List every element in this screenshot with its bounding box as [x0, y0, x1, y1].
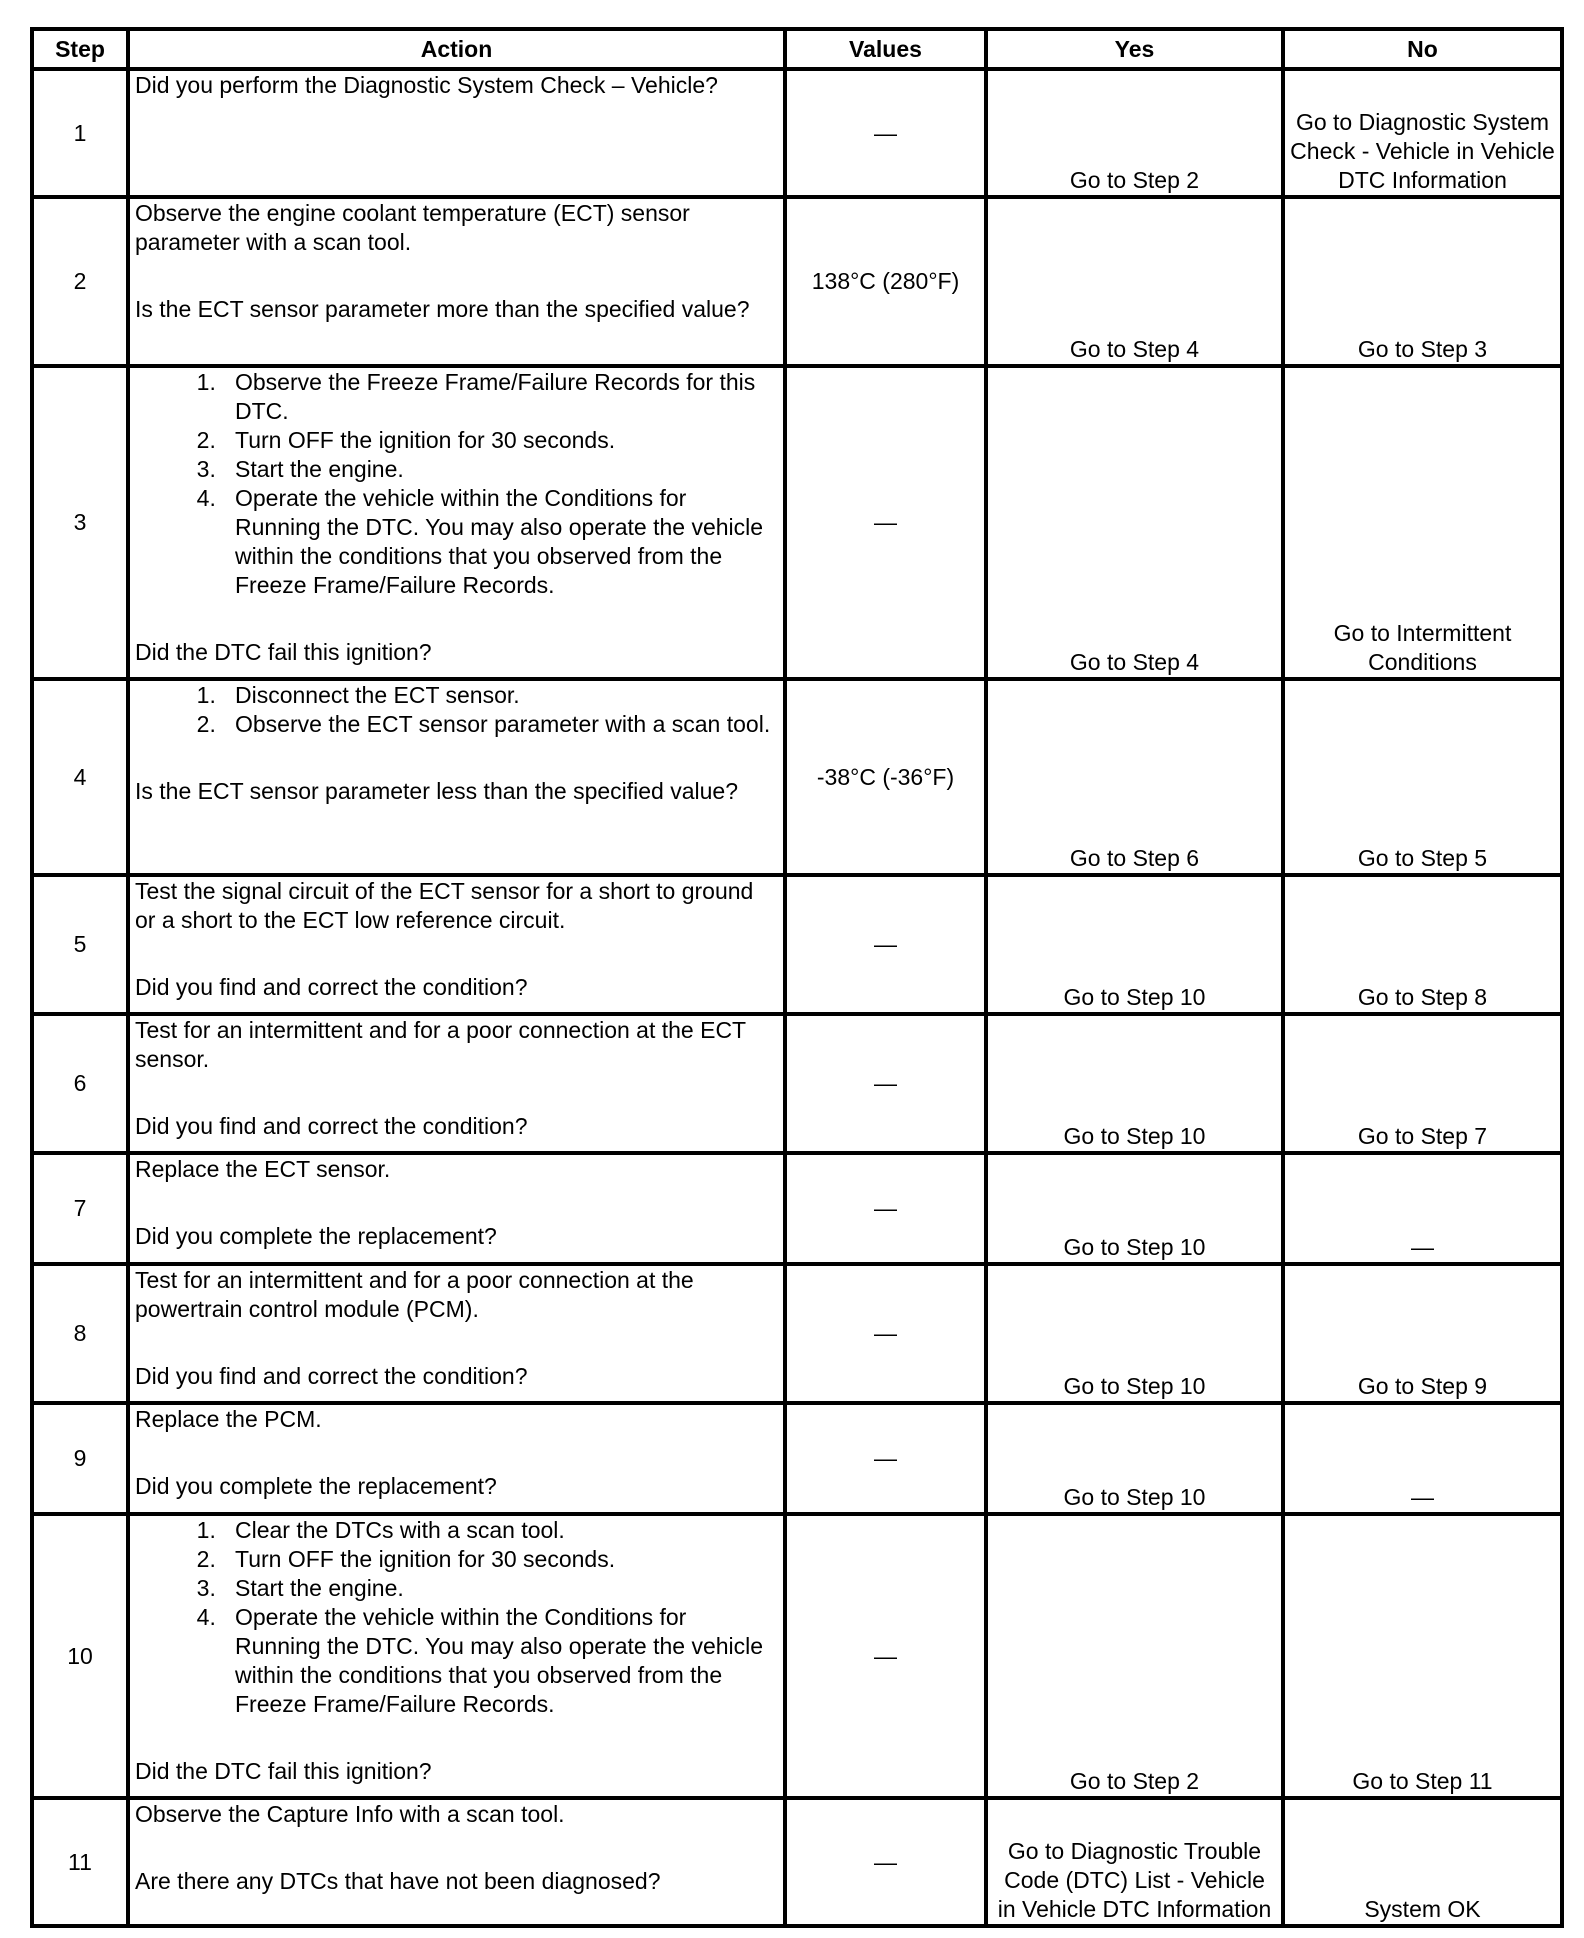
yes-cell: Go to Step 6: [986, 679, 1283, 875]
yes-cell: Go to Step 4: [986, 197, 1283, 366]
table-row: [32, 1403, 1562, 1514]
no-cell: System OK: [1283, 1798, 1562, 1926]
action-step-item: 1. Clear the DTCs with a scan tool.: [235, 1516, 778, 1545]
header-values: Values: [785, 29, 986, 69]
values-cell: -38°C (-36°F): [785, 679, 986, 875]
action-text: Test for an intermittent and for a poor connection at the ECT sensor.: [135, 1017, 746, 1072]
action-step-item: 4. Operate the vehicle within the Conditions for Running the DTC. You may also operate the vehicle within the conditions that you observed from the Freeze Frame/Failure Records.: [235, 484, 778, 600]
values-cell: —: [785, 1264, 986, 1403]
no-cell: Go to Diagnostic System Check - Vehicle in Vehicle DTC Information: [1283, 69, 1562, 197]
action-cell: [128, 197, 785, 366]
step-number: 9: [32, 1403, 128, 1514]
table-row: [32, 679, 1562, 875]
action-step-item: 4. Operate the vehicle within the Conditions for Running the DTC. You may also operate the vehicle within the conditions that you observed from the Freeze Frame/Failure Records.: [235, 1603, 778, 1719]
action-question: Did you find and correct the condition?: [135, 1363, 528, 1389]
action-cell: [128, 679, 785, 875]
yes-cell: Go to Step 10: [986, 875, 1283, 1014]
spacer: [135, 257, 778, 295]
action-text: Observe the engine coolant temperature (ECT) sensor parameter with a scan tool.: [135, 200, 690, 255]
header-action: Action: [128, 29, 785, 69]
no-cell: —: [1283, 1153, 1562, 1264]
action-cell: [128, 1403, 785, 1514]
table-row: [32, 69, 1562, 197]
values-cell: 138°C (280°F): [785, 197, 986, 366]
action-steps-list: [135, 1516, 778, 1719]
spacer: [135, 1074, 778, 1112]
action-question: Is the ECT sensor parameter less than the specified value?: [135, 778, 739, 804]
action-text: Replace the ECT sensor.: [135, 1156, 391, 1182]
table-row: [32, 1014, 1562, 1153]
table-row: [32, 1514, 1562, 1798]
action-question: Did you complete the replacement?: [135, 1223, 497, 1249]
header-no: No: [1283, 29, 1562, 69]
action-step-item: 1. Disconnect the ECT sensor.: [235, 681, 778, 710]
action-question: Did the DTC fail this ignition?: [135, 1758, 432, 1784]
yes-cell: Go to Step 10: [986, 1014, 1283, 1153]
yes-cell: Go to Step 10: [986, 1403, 1283, 1514]
step-number: 4: [32, 679, 128, 875]
action-steps-list: [135, 368, 778, 600]
step-number: 8: [32, 1264, 128, 1403]
values-cell: —: [785, 1153, 986, 1264]
action-text: Did you perform the Diagnostic System Check – Vehicle?: [135, 72, 718, 98]
values-cell: —: [785, 1403, 986, 1514]
step-number: 5: [32, 875, 128, 1014]
spacer: [135, 935, 778, 973]
action-question: Are there any DTCs that have not been diagnosed?: [135, 1868, 661, 1894]
action-cell: [128, 366, 785, 679]
header-yes: Yes: [986, 29, 1283, 69]
action-question: Is the ECT sensor parameter more than the specified value?: [135, 296, 750, 322]
spacer: [135, 1719, 778, 1757]
no-cell: Go to Intermittent Conditions: [1283, 366, 1562, 679]
action-cell: [128, 1014, 785, 1153]
action-step-item: 3. Start the engine.: [235, 455, 778, 484]
values-cell: —: [785, 1014, 986, 1153]
step-number: 10: [32, 1514, 128, 1798]
values-cell: —: [785, 875, 986, 1014]
action-cell: [128, 1264, 785, 1403]
yes-cell: Go to Step 4: [986, 366, 1283, 679]
spacer: [135, 1434, 778, 1472]
action-question: Did you find and correct the condition?: [135, 974, 528, 1000]
table-row: [32, 366, 1562, 679]
action-steps-list: [135, 681, 778, 739]
action-question: Did you find and correct the condition?: [135, 1113, 528, 1139]
header-row: [32, 29, 1562, 69]
action-text: Replace the PCM.: [135, 1406, 322, 1432]
action-cell: [128, 69, 785, 197]
table-body: [32, 69, 1562, 1926]
no-cell: —: [1283, 1403, 1562, 1514]
table-row: [32, 197, 1562, 366]
action-text: Observe the Capture Info with a scan tool.: [135, 1801, 565, 1827]
step-number: 3: [32, 366, 128, 679]
header-step: Step: [32, 29, 128, 69]
values-cell: —: [785, 1514, 986, 1798]
table-row: [32, 1153, 1562, 1264]
action-question: Did you complete the replacement?: [135, 1473, 497, 1499]
table-row: [32, 875, 1562, 1014]
action-cell: [128, 1514, 785, 1798]
yes-cell: Go to Diagnostic Trouble Code (DTC) List - Vehicle in Vehicle DTC Information: [986, 1798, 1283, 1926]
no-cell: Go to Step 7: [1283, 1014, 1562, 1153]
no-cell: Go to Step 3: [1283, 197, 1562, 366]
spacer: [135, 1184, 778, 1222]
values-cell: —: [785, 69, 986, 197]
action-text: Test the signal circuit of the ECT sensor for a short to ground or a short to the ECT low reference circuit.: [135, 878, 754, 933]
step-number: 7: [32, 1153, 128, 1264]
values-cell: —: [785, 1798, 986, 1926]
action-step-item: 2. Observe the ECT sensor parameter with a scan tool.: [235, 710, 778, 739]
spacer: [135, 1829, 778, 1867]
action-step-item: 3. Start the engine.: [235, 1574, 778, 1603]
step-number: 1: [32, 69, 128, 197]
no-cell: Go to Step 11: [1283, 1514, 1562, 1798]
yes-cell: Go to Step 2: [986, 1514, 1283, 1798]
spacer: [135, 1324, 778, 1362]
step-number: 11: [32, 1798, 128, 1926]
action-cell: [128, 1153, 785, 1264]
step-number: 2: [32, 197, 128, 366]
table-row: [32, 1264, 1562, 1403]
no-cell: Go to Step 5: [1283, 679, 1562, 875]
no-cell: Go to Step 8: [1283, 875, 1562, 1014]
yes-cell: Go to Step 10: [986, 1153, 1283, 1264]
yes-cell: Go to Step 2: [986, 69, 1283, 197]
action-step-item: 2. Turn OFF the ignition for 30 seconds.: [235, 1545, 778, 1574]
values-cell: —: [785, 366, 986, 679]
action-cell: [128, 1798, 785, 1926]
action-text: Test for an intermittent and for a poor connection at the powertrain control module (PCM).: [135, 1267, 694, 1322]
spacer: [135, 600, 778, 638]
action-cell: [128, 875, 785, 1014]
action-step-item: 2. Turn OFF the ignition for 30 seconds.: [235, 426, 778, 455]
spacer: [135, 739, 778, 777]
table-row: [32, 1798, 1562, 1926]
diagnostic-table: [30, 27, 1564, 1928]
step-number: 6: [32, 1014, 128, 1153]
yes-cell: Go to Step 10: [986, 1264, 1283, 1403]
action-step-item: 1. Observe the Freeze Frame/Failure Records for this DTC.: [235, 368, 778, 426]
action-question: Did the DTC fail this ignition?: [135, 639, 432, 665]
no-cell: Go to Step 9: [1283, 1264, 1562, 1403]
